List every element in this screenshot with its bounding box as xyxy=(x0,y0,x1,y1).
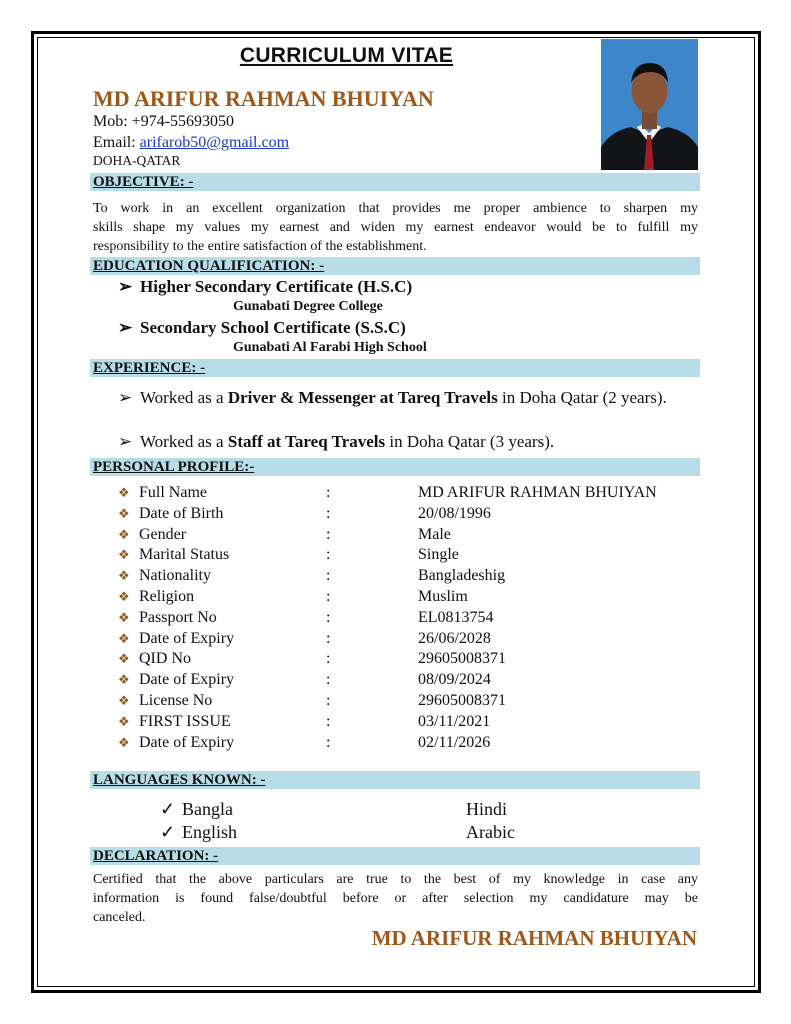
profile-label: Religion xyxy=(139,588,195,605)
section-education-heading: EDUCATION QUALIFICATION: - xyxy=(90,257,700,275)
declaration-text xyxy=(93,870,698,927)
arrow-bullet-icon: ➢ xyxy=(118,388,133,407)
profile-row xyxy=(118,713,698,734)
diamond-bullet-icon: ❖ xyxy=(118,609,130,625)
objective-text xyxy=(93,199,698,256)
profile-separator: : xyxy=(326,484,331,501)
section-declaration-heading: DECLARATION: - xyxy=(90,847,700,865)
checkmark-icon: ✓ xyxy=(160,822,176,842)
profile-value: EL0813754 xyxy=(418,608,494,626)
profile-label: Gender xyxy=(139,525,187,543)
profile-label: Passport No xyxy=(139,608,217,626)
profile-label: Full Name xyxy=(139,484,207,501)
experience-role: Driver & Messenger at Tareq Travels xyxy=(227,388,498,407)
arrow-bullet-icon: ➢ xyxy=(118,318,133,337)
profile-value: 29605008371 xyxy=(418,650,506,668)
profile-row xyxy=(118,734,698,755)
education-institution: Gunabati Degree College xyxy=(233,299,383,314)
diamond-bullet-icon: ❖ xyxy=(118,630,130,646)
profile-value: Single xyxy=(418,546,459,564)
declaration-line: information is found false/doubtful before or after selection my candidature may be xyxy=(93,891,698,906)
section-objective-heading: OBJECTIVE: - xyxy=(90,173,700,191)
document-title: CURRICULUM VITAE xyxy=(239,44,454,67)
profile-row xyxy=(118,630,698,651)
profile-label: Marital Status xyxy=(139,546,230,564)
objective-line: responsibility to the entire satisfaction of the establishment. xyxy=(93,239,427,254)
profile-value: 26/06/2028 xyxy=(418,629,491,647)
diamond-bullet-icon: ❖ xyxy=(118,734,130,750)
declaration-line: Certified that the above particulars are true to the best of my knowledge in case any xyxy=(93,872,698,887)
profile-row xyxy=(118,609,698,630)
profile-value: 03/11/2021 xyxy=(418,712,491,730)
profile-separator: : xyxy=(326,712,331,730)
profile-separator: : xyxy=(326,546,331,564)
diamond-bullet-icon: ❖ xyxy=(118,505,130,521)
diamond-bullet-icon: ❖ xyxy=(118,485,130,500)
profile-label: Date of Expiry xyxy=(139,629,235,647)
section-languages-heading: LANGUAGES KNOWN: - xyxy=(90,771,700,789)
profile-value: Muslim xyxy=(418,588,468,605)
profile-label: Date of Expiry xyxy=(139,733,235,751)
profile-photo xyxy=(601,39,698,170)
profile-row xyxy=(118,650,698,671)
profile-label: Date of Birth xyxy=(139,504,224,522)
profile-value: Male xyxy=(418,525,451,543)
email-line xyxy=(93,134,289,152)
diamond-bullet-icon: ❖ xyxy=(118,651,130,667)
checkmark-icon: ✓ xyxy=(160,799,176,819)
profile-separator: : xyxy=(326,567,331,585)
language-item: Arabic xyxy=(466,822,515,842)
language-item: ✓ English xyxy=(160,822,238,842)
experience-role: Staff at Tareq Travels xyxy=(227,432,386,451)
section-personal-heading: PERSONAL PROFILE:- xyxy=(90,458,700,476)
education-degree: Higher Secondary Certificate (H.S.C) xyxy=(140,277,413,296)
experience-item: ➢ Worked as a Staff at Tareq Travels in Doha Qatar (3 years). xyxy=(118,432,555,451)
profile-separator: : xyxy=(326,504,331,522)
profile-value: Bangladeshig xyxy=(418,567,506,585)
profile-row xyxy=(118,526,698,547)
profile-row xyxy=(118,671,698,692)
language-item: ✓ Bangla xyxy=(160,799,233,819)
profile-row xyxy=(118,505,698,526)
profile-separator: : xyxy=(326,733,331,751)
language-item: Hindi xyxy=(466,799,508,819)
profile-row xyxy=(118,546,698,567)
profile-row xyxy=(118,692,698,713)
profile-separator: : xyxy=(326,692,331,709)
profile-value: 02/11/2026 xyxy=(418,733,491,751)
profile-separator: : xyxy=(326,525,331,543)
education-degree: Secondary School Certificate (S.S.C) xyxy=(140,318,406,337)
signature-name: MD ARIFUR RAHMAN BHUIYAN xyxy=(371,926,697,950)
profile-separator: : xyxy=(326,650,331,668)
education-item xyxy=(118,318,406,338)
profile-row xyxy=(118,567,698,588)
objective-line: To work in an excellent organization that provides me proper ambience to sharpen my xyxy=(93,201,698,216)
diamond-bullet-icon: ❖ xyxy=(118,568,130,584)
section-experience-heading: EXPERIENCE: - xyxy=(90,359,700,377)
profile-label: Nationality xyxy=(139,567,211,585)
diamond-bullet-icon: ❖ xyxy=(118,693,130,708)
profile-label: QID No xyxy=(139,650,191,668)
email-link[interactable]: arifarob50@gmail.com xyxy=(139,134,290,151)
experience-item: ➢ Worked as a Driver & Messenger at Tareq Travels in Doha Qatar (2 years). xyxy=(118,388,667,407)
education-item xyxy=(118,277,412,297)
diamond-bullet-icon: ❖ xyxy=(118,547,130,563)
objective-line: skills shape my values my earnest and widen my earnest endeavor would be to fulfill my xyxy=(93,220,698,235)
profile-value: 08/09/2024 xyxy=(418,671,491,689)
profile-label: FIRST ISSUE xyxy=(139,712,231,730)
profile-row xyxy=(118,484,698,505)
candidate-name: MD ARIFUR RAHMAN BHUIYAN xyxy=(93,86,434,111)
mobile-number: Mob: +974-55693050 xyxy=(93,113,235,130)
profile-separator: : xyxy=(326,671,331,689)
profile-row xyxy=(118,588,698,609)
diamond-bullet-icon: ❖ xyxy=(118,672,130,688)
diamond-bullet-icon: ❖ xyxy=(118,713,130,729)
profile-value: 20/08/1996 xyxy=(418,504,491,522)
diamond-bullet-icon: ❖ xyxy=(118,526,130,542)
email-label: Email: xyxy=(93,134,140,151)
profile-value: 29605008371 xyxy=(418,692,506,709)
arrow-bullet-icon: ➢ xyxy=(118,277,133,296)
declaration-line: canceled. xyxy=(93,910,146,925)
diamond-bullet-icon: ❖ xyxy=(118,589,130,604)
education-institution: Gunabati Al Farabi High School xyxy=(233,340,427,355)
profile-label: License No xyxy=(139,692,213,709)
profile-label: Date of Expiry xyxy=(139,671,235,689)
location: DOHA-QATAR xyxy=(93,153,181,168)
profile-value: MD ARIFUR RAHMAN BHUIYAN xyxy=(418,484,657,501)
arrow-bullet-icon: ➢ xyxy=(118,432,133,451)
profile-separator: : xyxy=(326,588,331,605)
profile-separator: : xyxy=(326,629,331,647)
profile-separator: : xyxy=(326,608,331,626)
